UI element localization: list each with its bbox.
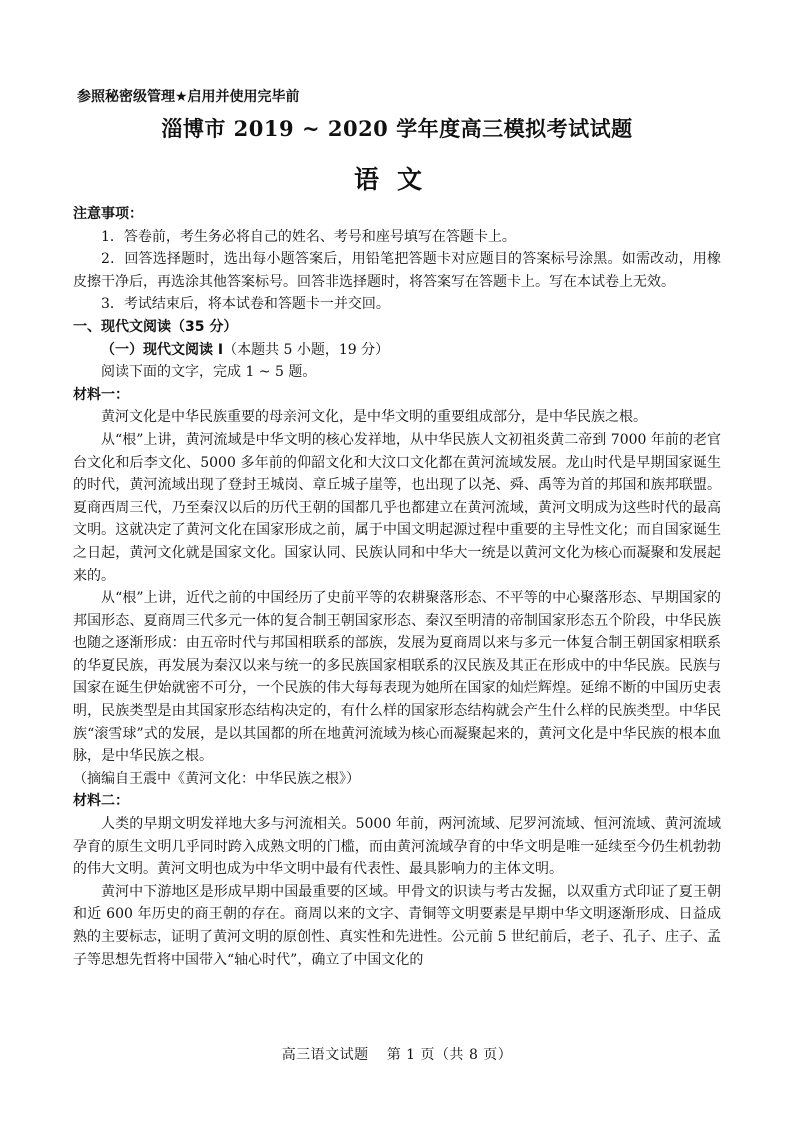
section-heading: 一、现代文阅读（35 分） [73,318,238,335]
page-number: 第 1 页（共 8 页） [386,1047,513,1063]
subject-title: 语文 [353,165,440,194]
subsection-heading-bold: （一）现代文阅读 I [101,341,224,358]
reading-instruction: 阅读下面的文字，完成 1 ~ 5 题。 [101,364,317,381]
material-1-paragraph: 从“根”上讲，近代之前的中国经历了史前平等的农耕聚落形态、不平等的中心聚落形态、早期国家的邦国形态、夏商周三代多元一体的复合制王朝国家形态、秦汉至明清的帝制国家形态五个阶段，中华民族也随之逐渐形成：由五帝时代与邦国相联系的部族，发展为夏商周以来与多元一体复合制王朝国家相联系的华夏民族，再发展为秦汉以来与统一的多民族国家相联系的汉民族及其正在形成中的中华民族。民族与国家在诞生伊始就密不可分，一个民族的伟大每每表现为她所在国家的灿烂辉煌。延绵不断的中国历史表明，民族类型是由其国家形态结构决定的，有什么样的国家形态结构就会产生什么样的民族类型。中华民族“滚雪球”式的发展，是以其国都的所在地黄河流域为核心而凝聚起来的，黄河文化是中华民族的根本血脉，是中华民族之根。 [73,590,721,765]
page-footer [0,1044,794,1064]
material-1-paragraph: 黄河文化是中华民族重要的母亲河文化，是中华文明的重要组成部分，是中华民族之根。 [101,409,647,426]
note-item-1: 1．答卷前，考生务必将自己的姓名、考号和座号填写在答题卡上。 [101,228,516,245]
exam-body [73,203,721,971]
note-item-2: 2．回答选择题时，选出每小题答案后，用铅笔把答题卡对应题目的答案标号涂黑。如需改动，用橡皮擦干净后，再选涂其他答案标号。回答非选择题时，将答案写在答题卡上。写在本试卷上无效。 [73,251,721,290]
material-1-label: 材料一： [73,386,129,403]
material-1-paragraph: 从“根”上讲，黄河流域是中华文明的核心发祥地，从中华民族人文初祖炎黄二帝到 7000 年前的老官台文化和后李文化、5000 多年前的仰韶文化和大汶口文化都在黄河流域发展。龙山时代是早期国家诞生的时代，黄河流域出现了登封王城岗、章丘城子崖等，也出现了以尧、舜、禹等为首的邦国和族邦联盟。夏商西周三代，乃至秦汉以后的历代王朝的国都几乎也都建立在黄河流域，黄河文明成为这些时代的最高文明。这就决定了黄河文化在国家形成之前，属于中国文明起源过程中重要的主导性文化；而自国家诞生之日起，黄河文化就是国家文化。国家认同、民族认同和中华大一统是以黄河文化为核心而凝聚和发展起来的。 [73,431,721,584]
confidentiality-notice: 参照秘密级管理★启用并使用完毕前 [77,89,300,105]
material-2-label: 材料二： [73,793,129,810]
material-1-source: （摘编自王震中《黄河文化：中华民族之根》） [73,770,360,787]
material-2-paragraph: 黄河中下游地区是形成早期中国最重要的区域。甲骨文的识读与考古发掘，以双重方式印证了夏王朝和近 600 年历史的商王朝的存在。商周以来的文字、青铜等文明要素是早期中华文明逐渐形成、日益成熟的主要标志，证明了黄河文明的原创性、真实性和先进性。公元前 5 世纪前后，老子、孔子、庄子、孟子等思想先哲将中国带入“轴心时代”，确立了中国文化的 [73,883,721,968]
footer-label: 高三语文试题 [281,1047,369,1063]
note-item-3: 3．考试结束后，将本试卷和答题卡一并交回。 [101,296,390,313]
material-2-paragraph: 人类的早期文明发祥地大多与河流相关。5000 年前，两河流域、尼罗河流域、恒河流域、黄河流域孕育的原生文明几乎同时跨入成熟文明的门槛，而由黄河流域孕育的中华文明是唯一延续至今仍生机勃勃的伟大文明。黄河文明也成为中华文明中最有代表性、最具影响力的主体文明。 [73,816,721,878]
exam-title: 淄博市 2019 ~ 2020 学年度高三模拟考试试题 [161,116,633,141]
subsection-heading [73,339,721,362]
subsection-heading-detail: （本题共 5 小题，19 分） [223,341,390,358]
notes-heading: 注意事项： [73,206,143,222]
